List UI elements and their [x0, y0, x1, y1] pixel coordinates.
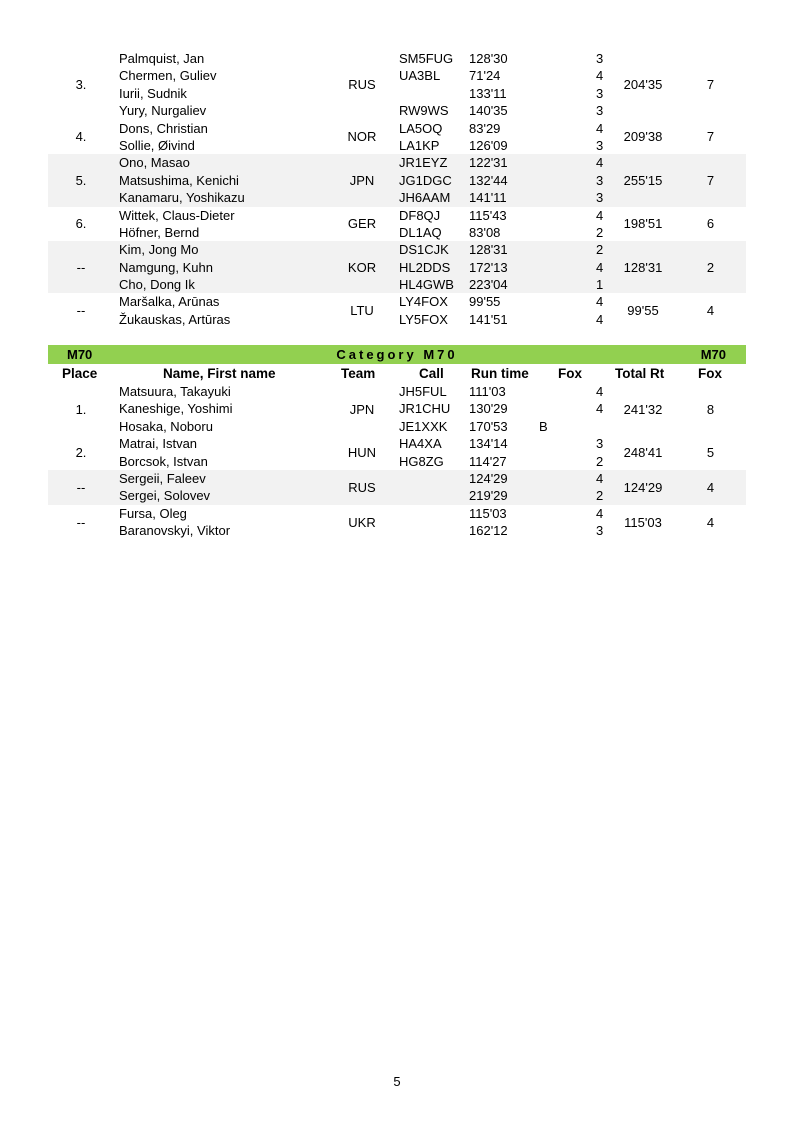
competitor-name: Kanamaru, Yoshikazu: [119, 190, 245, 206]
team-country: RUS: [348, 77, 376, 93]
callsign: JG1DGC: [399, 172, 452, 188]
fox-count: 2: [596, 224, 604, 240]
run-time: 128'30: [469, 51, 508, 66]
team-country: HUN: [347, 445, 377, 461]
team-block: [48, 207, 746, 242]
team-country: NOR: [347, 129, 377, 145]
competitor-name: Yury, Nurgaliev: [119, 103, 207, 119]
callsign: LA1KP: [399, 137, 440, 153]
competitor-name: Namgung, Kuhn: [119, 259, 213, 275]
fox-count: 3: [596, 85, 604, 101]
team-total-runtime: 198'51: [623, 216, 663, 232]
team-total-runtime: 255'15: [623, 172, 663, 188]
run-time: 133'11: [469, 85, 507, 101]
team-place: 1.: [75, 401, 87, 417]
competitor-name: Chermen, Guliev: [119, 68, 217, 84]
team-place: --: [76, 514, 86, 530]
fox-count: 4: [596, 401, 604, 417]
team-place: 6.: [75, 216, 87, 232]
team-country: JPN: [349, 401, 375, 417]
callsign: UA3BL: [399, 68, 441, 84]
status-flag: B: [539, 418, 548, 434]
callsign: LY5FOX: [399, 311, 448, 327]
category-code-left: M70: [67, 347, 93, 362]
team-country: JPN: [349, 172, 375, 188]
team-place: --: [76, 303, 86, 319]
callsign: JH5FUL: [399, 384, 447, 399]
competitor-name: Dons, Christian: [119, 120, 208, 136]
run-time: 83'08: [469, 224, 501, 240]
run-time: 172'13: [469, 259, 508, 275]
fox-count: 3: [596, 137, 604, 153]
team-total-runtime: 115'03: [624, 514, 662, 530]
callsign: HL4GWB: [399, 277, 454, 293]
category-code-right: M70: [700, 347, 726, 362]
callsign: HG8ZG: [399, 453, 444, 469]
team-total-fox: 7: [706, 129, 715, 145]
team-place: 2.: [75, 445, 87, 461]
callsign: JR1EYZ: [399, 155, 448, 171]
run-time: 99'55: [469, 294, 501, 310]
run-time: 141'51: [469, 311, 508, 327]
fox-count: 3: [596, 436, 604, 452]
competitor-name: Cho, Dong Ik: [119, 277, 195, 293]
team-block: [48, 505, 746, 540]
team-place: 5.: [75, 172, 87, 188]
team-block: [48, 241, 746, 293]
callsign: JE1XXK: [399, 418, 448, 434]
team-total-runtime: 248'41: [623, 445, 663, 461]
team-block: [48, 120, 746, 155]
team-total-fox: 7: [706, 172, 715, 188]
fox-count: 2: [596, 242, 604, 258]
results-table-m70: [48, 383, 746, 540]
run-time: 83'29: [469, 120, 501, 136]
fox-count: 3: [596, 103, 604, 119]
competitor-name: Maršalka, Arūnas: [119, 294, 220, 310]
team-block: [48, 470, 746, 505]
callsign: DS1CJK: [399, 242, 449, 258]
team-country: RUS: [348, 479, 376, 495]
header-team: Team: [341, 366, 376, 381]
team-block: [48, 154, 746, 206]
page-number: 5: [393, 1074, 401, 1089]
competitor-name: Palmquist, Jan: [119, 51, 205, 66]
run-time: 115'03: [469, 505, 507, 521]
fox-count: 2: [596, 453, 604, 469]
fox-count: 4: [596, 311, 604, 327]
competitor-name: Fursa, Oleg: [119, 505, 187, 521]
team-total-runtime: 241'32: [623, 401, 663, 417]
results-table-previous-category: [48, 50, 746, 328]
team-block: [48, 383, 746, 435]
callsign: HL2DDS: [399, 259, 451, 275]
callsign: LA5OQ: [399, 120, 443, 136]
competitor-name: Borcsok, Istvan: [119, 453, 208, 469]
team-place: --: [76, 259, 86, 275]
competitor-name: Iurii, Sudnik: [119, 85, 187, 101]
fox-count: 4: [596, 120, 604, 136]
callsign: JH6AAM: [399, 190, 451, 206]
team-place: 4.: [75, 129, 87, 145]
callsign: DF8QJ: [399, 207, 441, 223]
team-country: KOR: [347, 259, 377, 275]
competitor-name: Kaneshige, Yoshimi: [119, 401, 233, 417]
fox-count: 3: [596, 190, 604, 206]
competitor-name: Baranovskyi, Viktor: [119, 523, 231, 539]
callsign: RW9WS: [399, 103, 449, 119]
fox-count: 3: [596, 51, 604, 66]
run-time: 111'03: [469, 384, 506, 399]
team-block: [48, 50, 746, 120]
fox-count: 4: [596, 155, 604, 171]
run-time: 170'53: [469, 418, 508, 434]
callsign: SM5FUG: [399, 51, 454, 66]
competitor-name: Sergei, Solovev: [119, 488, 211, 504]
competitor-name: Sergeii, Faleev: [119, 470, 206, 486]
competitor-name: Matsuura, Takayuki: [119, 384, 231, 399]
header-run-time: Run time: [471, 366, 529, 381]
team-total-fox: 5: [706, 445, 715, 461]
competitor-name: Höfner, Bernd: [119, 224, 200, 240]
fox-count: 4: [596, 505, 604, 521]
callsign: HA4XA: [399, 436, 442, 452]
run-time: 134'14: [469, 436, 508, 452]
fox-count: 1: [596, 277, 604, 293]
competitor-name: Matsushima, Kenichi: [119, 172, 239, 188]
run-time: 219'29: [469, 488, 508, 504]
callsign: DL1AQ: [399, 224, 442, 240]
header-total-fox: Fox: [698, 366, 723, 381]
fox-count: 4: [596, 68, 604, 84]
competitor-name: Ono, Masao: [119, 155, 190, 171]
competitor-name: Wittek, Claus-Dieter: [119, 207, 235, 223]
run-time: 126'09: [469, 137, 508, 153]
run-time: 114'27: [469, 453, 507, 469]
team-block: [48, 293, 746, 328]
team-total-fox: 6: [706, 216, 715, 232]
team-total-runtime: 124'29: [623, 479, 663, 495]
run-time: 162'12: [469, 523, 508, 539]
fox-count: 3: [596, 172, 604, 188]
competitor-name: Hosaka, Noboru: [119, 418, 213, 434]
fox-count: 4: [596, 470, 604, 486]
team-place: --: [76, 479, 86, 495]
run-time: 115'43: [469, 207, 507, 223]
competitor-name: Žukauskas, Artūras: [119, 311, 231, 327]
run-time: 128'31: [469, 242, 508, 258]
team-place: 3.: [75, 77, 87, 93]
header-total-rt: Total Rt: [615, 366, 665, 381]
callsign: LY4FOX: [399, 294, 448, 310]
competitor-name: Sollie, Øivind: [119, 137, 195, 153]
team-total-fox: 4: [706, 514, 715, 530]
header-fox: Fox: [558, 366, 583, 381]
team-total-fox: 4: [706, 303, 715, 319]
competitor-name: Kim, Jong Mo: [119, 242, 199, 258]
category-banner: [48, 345, 746, 364]
run-time: 132'44: [469, 172, 508, 188]
team-total-fox: 2: [706, 259, 715, 275]
run-time: 124'29: [469, 470, 508, 486]
team-country: LTU: [350, 303, 374, 319]
run-time: 140'35: [469, 103, 508, 119]
team-country: UKR: [348, 514, 376, 530]
competitor-name: Matrai, Istvan: [119, 436, 198, 452]
column-headers: [48, 364, 746, 383]
header-name: Name, First name: [163, 366, 276, 381]
fox-count: 4: [596, 294, 604, 310]
team-total-runtime: 99'55: [627, 303, 659, 319]
team-total-fox: 7: [706, 77, 715, 93]
fox-count: 2: [596, 488, 604, 504]
team-total-runtime: 204'35: [623, 77, 663, 93]
team-total-fox: 8: [706, 401, 715, 417]
run-time: 141'11: [469, 190, 507, 206]
team-country: GER: [347, 216, 377, 232]
team-total-fox: 4: [706, 479, 715, 495]
fox-count: 4: [596, 259, 604, 275]
category-title: Category M70: [336, 347, 458, 362]
fox-count: 4: [596, 384, 604, 399]
run-time: 223'04: [469, 277, 508, 293]
run-time: 71'24: [469, 68, 501, 84]
fox-count: 3: [596, 523, 604, 539]
team-total-runtime: 128'31: [623, 259, 663, 275]
callsign: JR1CHU: [399, 401, 451, 417]
run-time: 122'31: [469, 155, 508, 171]
run-time: 130'29: [469, 401, 508, 417]
header-call: Call: [419, 366, 444, 381]
team-block: [48, 435, 746, 470]
fox-count: 4: [596, 207, 604, 223]
team-total-runtime: 209'38: [623, 129, 663, 145]
header-place: Place: [62, 366, 98, 381]
